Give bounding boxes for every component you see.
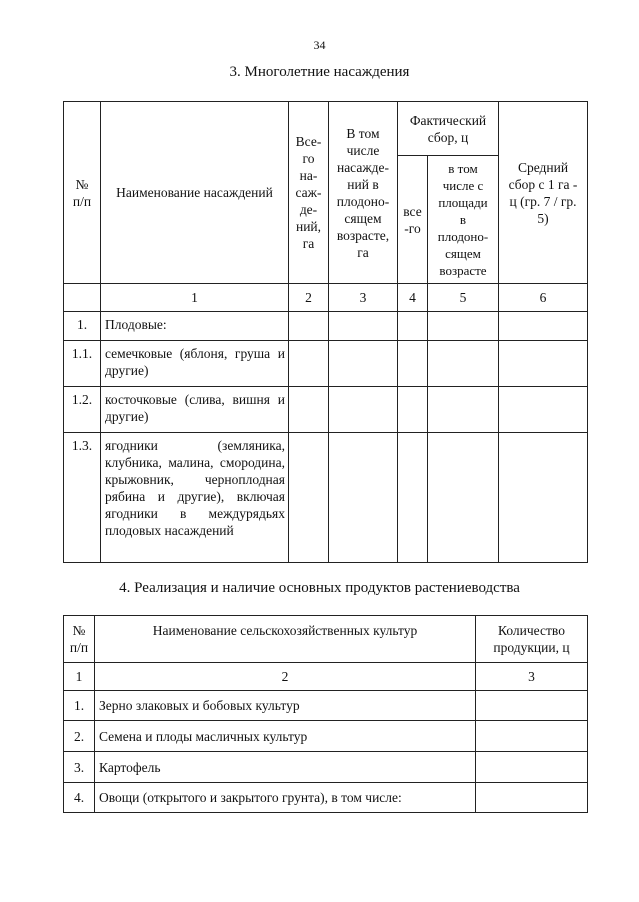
- col-number: 1: [64, 663, 95, 691]
- row-number: 2.: [64, 721, 95, 752]
- header-crop-name: Наименование сельскохозяйственных культур: [95, 616, 476, 663]
- header-num: № п/п: [64, 102, 101, 284]
- header-actual-total: все -го: [398, 156, 428, 284]
- table-row: [64, 312, 588, 341]
- header-actual-fruiting: в том числе с площади в плодоно- сящем возрасте: [428, 156, 499, 284]
- row-name: Семена и плоды масличных культур: [95, 721, 476, 752]
- row-number: 4.: [64, 783, 95, 813]
- column-numbers-row: [64, 663, 588, 691]
- col-number: 2: [289, 284, 329, 312]
- row-number: 3.: [64, 752, 95, 783]
- table-row: [64, 752, 588, 783]
- section-3-title: 3. Многолетние насаждения: [229, 64, 410, 80]
- sales-table: [63, 615, 588, 813]
- col-number: 2: [95, 663, 476, 691]
- perennial-plantings-table: [63, 101, 588, 563]
- table-row: [64, 341, 588, 387]
- column-numbers-row: [64, 284, 588, 312]
- row-name: Овощи (открытого и закрытого грунта), в том числе:: [95, 783, 476, 813]
- table-row: [64, 783, 588, 813]
- col-number: 1: [101, 284, 289, 312]
- row-name: ягодники (земляника, клубника, малина, смородина, крыжовник, черноплодная рябина и другие), включая ягодники в междурядьях плодовых насаждений: [101, 433, 289, 563]
- row-number: 1.1.: [64, 341, 101, 387]
- row-name: Зерно злаковых и бобовых культур: [95, 691, 476, 721]
- col-number: 5: [428, 284, 499, 312]
- header-name: Наименование насаждений: [101, 102, 289, 284]
- row-name: Плодовые:: [101, 312, 289, 341]
- row-number: 1.2.: [64, 387, 101, 433]
- col-number: 6: [499, 284, 588, 312]
- row-number: 1.: [64, 312, 101, 341]
- page-number: 34: [313, 38, 326, 52]
- row-number: 1.: [64, 691, 95, 721]
- row-name: семечковые (яблоня, груша и другие): [101, 341, 289, 387]
- table-row: [64, 433, 588, 563]
- section-4-title: 4. Реализация и наличие основных продуктов растениеводства: [119, 580, 520, 596]
- table-row: [64, 691, 588, 721]
- row-name: косточковые (слива, вишня и другие): [101, 387, 289, 433]
- header-average-yield: Средний сбор с 1 га - ц (гр. 7 / гр. 5): [499, 102, 588, 284]
- col-number: 4: [398, 284, 428, 312]
- header-total-area: Все- го на- саж- де- ний, га: [289, 102, 329, 284]
- header-fruiting-area: В том числе насажде- ний в плодоно- сящем возрасте, га: [329, 102, 398, 284]
- header-num: № п/п: [64, 616, 95, 663]
- row-name: Картофель: [95, 752, 476, 783]
- table-row: [64, 721, 588, 752]
- row-number: 1.3.: [64, 433, 101, 563]
- col-number: 3: [329, 284, 398, 312]
- table-row: [64, 387, 588, 433]
- header-actual-harvest: Фактический сбор, ц: [398, 102, 499, 156]
- col-number: 3: [476, 663, 588, 691]
- header-quantity: Количество продукции, ц: [476, 616, 588, 663]
